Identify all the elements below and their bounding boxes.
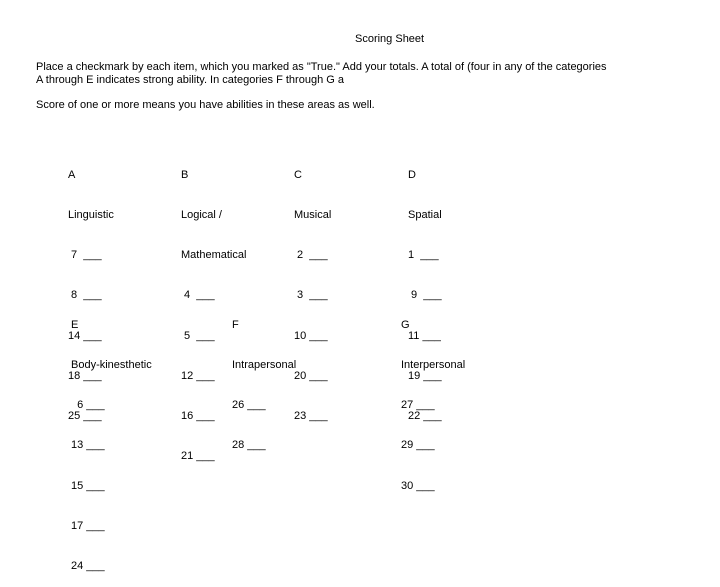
score-item[interactable]: 16 ___ bbox=[181, 410, 215, 423]
score-item[interactable]: 7 ___ bbox=[68, 249, 102, 262]
score-item[interactable]: 3 ___ bbox=[294, 289, 328, 302]
score-item[interactable]: 28 ___ bbox=[232, 439, 266, 452]
category-letter: B bbox=[181, 168, 189, 181]
instructions-line-1: Place a checkmark by each item, which you marked as "True." Add your totals. A total of (four in any of the categories bbox=[36, 61, 607, 73]
category-name-line-2: Mathematical bbox=[181, 249, 247, 262]
category-letter: G bbox=[401, 318, 410, 331]
score-item[interactable]: 12 ___ bbox=[181, 369, 215, 382]
score-item[interactable]: 9 ___ bbox=[408, 289, 442, 302]
category-letter: A bbox=[68, 168, 76, 181]
score-item[interactable]: 17 ___ bbox=[71, 519, 105, 532]
score-item[interactable]: 13 ___ bbox=[71, 439, 105, 452]
category-f bbox=[232, 292, 296, 466]
score-item[interactable]: 10 ___ bbox=[294, 329, 328, 342]
instructions-line-3: Score of one or more means you have abilities in these areas as well. bbox=[36, 99, 375, 111]
score-item[interactable]: 18 ___ bbox=[68, 369, 102, 382]
score-item[interactable]: 1 ___ bbox=[408, 249, 439, 262]
score-item[interactable]: 8 ___ bbox=[68, 289, 102, 302]
score-item[interactable]: 6 ___ bbox=[71, 399, 105, 412]
category-letter: C bbox=[294, 168, 302, 181]
category-name: Musical bbox=[294, 209, 332, 222]
score-item[interactable]: 23 ___ bbox=[294, 410, 328, 423]
score-item[interactable]: 30 ___ bbox=[401, 479, 435, 492]
category-g bbox=[401, 292, 465, 507]
score-item[interactable]: 27 ___ bbox=[401, 399, 435, 412]
category-letter: E bbox=[71, 318, 79, 331]
score-item[interactable]: 19 ___ bbox=[408, 369, 442, 382]
page-title: Scoring Sheet bbox=[355, 33, 425, 45]
score-item[interactable]: 21 ___ bbox=[181, 450, 215, 463]
category-name: Linguistic bbox=[68, 209, 114, 222]
score-item[interactable]: 20 ___ bbox=[294, 369, 328, 382]
category-letter: D bbox=[408, 168, 416, 181]
score-item[interactable]: 26 ___ bbox=[232, 399, 266, 412]
category-name-line-1: Logical / bbox=[181, 209, 222, 222]
category-name: Intrapersonal bbox=[232, 359, 297, 372]
score-item[interactable]: 25 ___ bbox=[68, 410, 102, 423]
score-item[interactable]: 5 ___ bbox=[181, 329, 215, 342]
score-item[interactable]: 15 ___ bbox=[71, 479, 105, 492]
score-item[interactable]: 14 ___ bbox=[68, 329, 102, 342]
score-item[interactable]: 22 ___ bbox=[408, 410, 442, 423]
score-item[interactable]: 29 ___ bbox=[401, 439, 435, 452]
category-c bbox=[294, 142, 331, 437]
score-item[interactable]: 2 ___ bbox=[294, 249, 328, 262]
category-name: Spatial bbox=[408, 209, 442, 222]
category-name: Body-kinesthetic bbox=[71, 359, 152, 372]
category-letter: F bbox=[232, 318, 239, 331]
score-item[interactable]: 24 ___ bbox=[71, 560, 105, 573]
score-item[interactable]: 11 ___ bbox=[408, 329, 441, 342]
category-name: Interpersonal bbox=[401, 359, 466, 372]
score-item[interactable]: 4 ___ bbox=[181, 289, 215, 302]
category-e bbox=[71, 292, 152, 587]
instructions-line-2: A through E indicates strong ability. In categories F through G a bbox=[36, 74, 344, 86]
